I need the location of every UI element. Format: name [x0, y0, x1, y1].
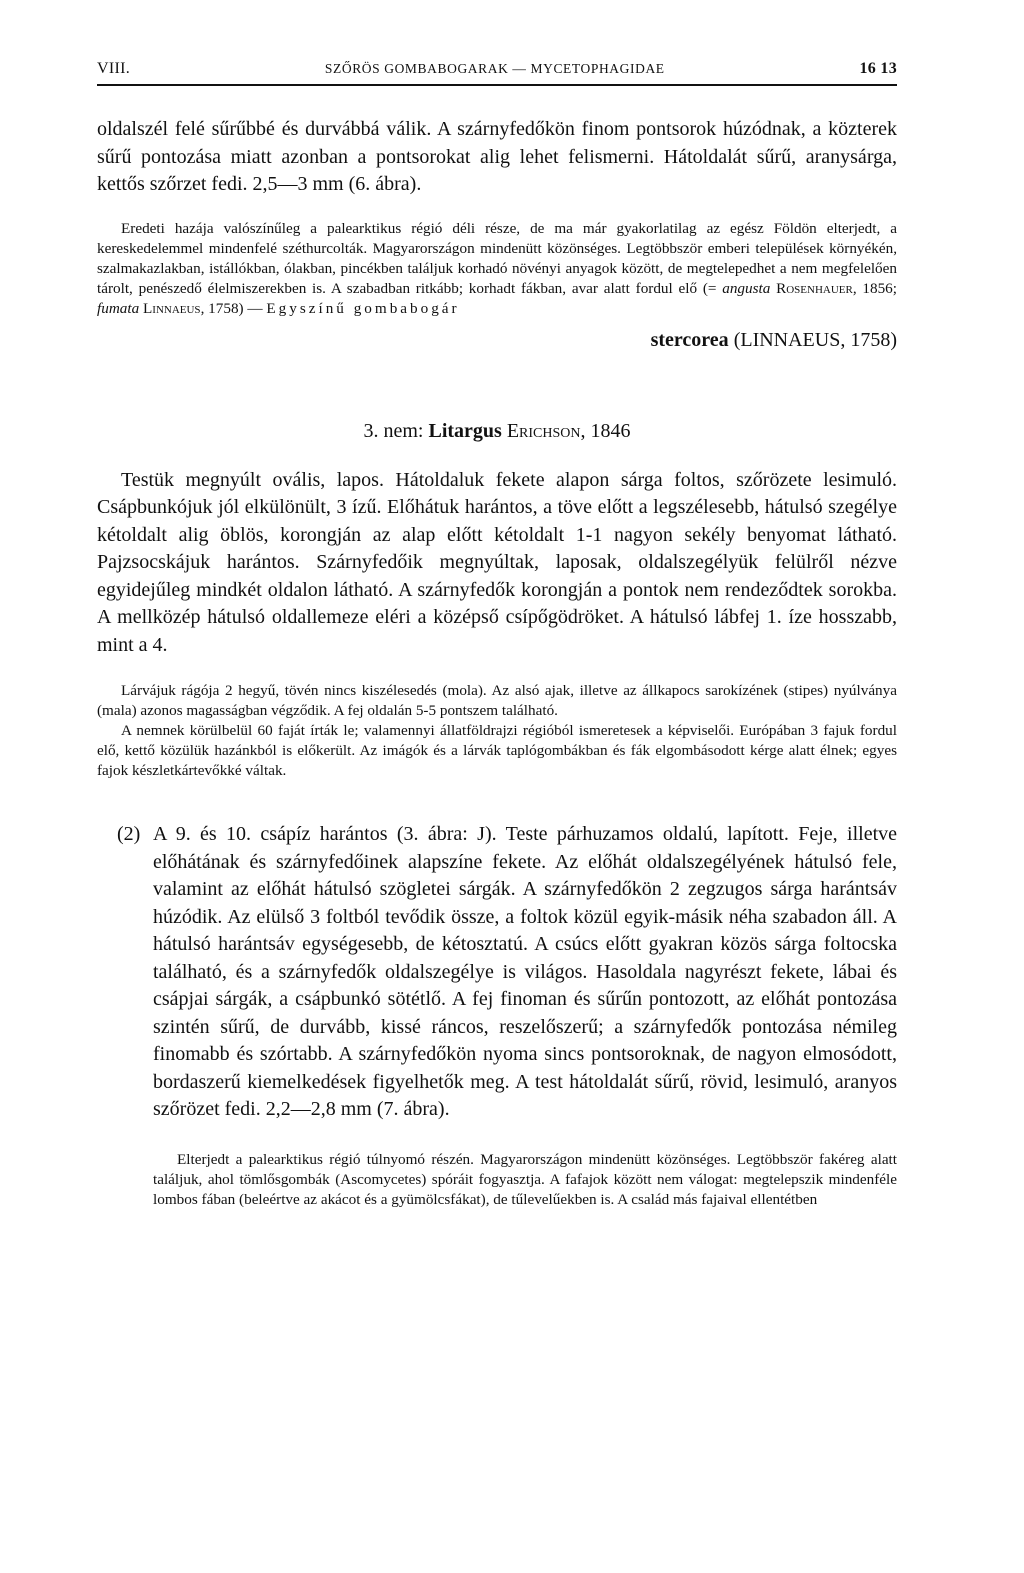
species-epithet: stercorea [650, 328, 729, 351]
synonym-author-2: Linnaeus [143, 299, 201, 317]
description-continued: oldalszél felé sűrűbbé és durvábbá válik. A szárnyfedőkön finom pontsorok húzódnak, a közterek sűrű pontozása miatt azonban a pontsorokat alig lehet felismerni. Hátoldalát sűrű, aranysárga, kettős szőrzet fedi. 2,5—3 mm (6. ábra). [97, 118, 897, 195]
distribution-paragraph [97, 219, 897, 319]
distribution-text: Eredeti hazája valószínűleg a palearktikus régió déli része, de ma már gyakorlatilag az egész Földön elterjedt, a kereskedelemmel mindenfelé széthurcolták. Magyarországon mindenütt közönséges. Legtöbbször emberi települések környékén, szalmakazlakban, istállókban, ólakban, pincékben találjuk korhadó növényi anyagok között, de megtelepedhet a nem megfelelően tárolt, penészedő élelmiszerekben is. A szabadban ritkább; korhadt fákban, avar alatt fordul elő (= [97, 219, 897, 297]
page [97, 60, 897, 1210]
genus-name: Litargus [428, 419, 502, 442]
genus-prefix: 3. nem: [363, 419, 424, 442]
genus-year: , 1846 [580, 419, 631, 442]
running-head [97, 60, 897, 86]
genus-heading [97, 420, 897, 443]
chapter-number: VIII. [97, 60, 131, 77]
synonym-year-2: , 1758) — [200, 299, 263, 317]
key-text: A 9. és 10. csápíz harántos (3. ábra: J). Teste párhuzamos oldalú, lapított. Feje, illetve előhátának és szárnyfedőinek alapszíne fekete. Az előhát oldalszegélyének hátulsó fele, valamint az előhát hátulsó szögletei sárgák. A szárnyfedőkön 2 zegzugos sárga harántsáv húzódik. Az elülső 3 foltból tevődik össze, a foltok közül egyik-másik néha szabadon áll. A hátulsó harántsáv egységesebb, de kétosztatú. A csúcs előtt gyakran közös sárga foltocska található, és a szárnyfedők oldalszegélye is világos. Hasoldala nagyrészt fekete, lábai és csápjai sárgák, a csápbunkó sötétlő. A fej finoman és sűrűn pontozott, az előhát pontozása szintén sűrű, de durvább, kissé ráncos, reszelőszerű; a szárnyfedők pontozása némileg finomabb és szórtabb. A szárnyfedőkön nyoma sincs pontsoroknak, de nagyon elmosódott, bordaszerű kiemelkedések figyelhetők meg. A test hátoldalát sűrű, rövid, lesimuló, aranyos szőrözet fedi. 2,2—2,8 mm (7. ábra). [153, 823, 897, 1120]
running-title: SZŐRÖS GOMBABOGARAK — MYCETOPHAGIDAE [324, 61, 665, 76]
synonym-author-1: Rosenhauer [776, 279, 853, 297]
key-entry [97, 821, 897, 1124]
larva-description: Lárvájuk rágója 2 hegyű, tövén nincs kiszélesedés (mola). Az alsó ajak, illetve az állkapocs sarokízének (stipes) nyúlványa (mala) azonos magasságban végződik. A fej oldalán 5-5 pontszem található. [97, 682, 897, 719]
genus-author: Erichson [506, 419, 581, 442]
synonym-angusta: angusta [722, 279, 771, 297]
species-name-line [97, 329, 897, 352]
genus-description: Testük megnyúlt ovális, lapos. Hátoldaluk fekete alapon sárga foltos, szőrözete lesimuló. Csápbunkójuk jól elkülönült, 3 ízű. Előhátuk harántos, a töve előtt a legszélesebb, hátulsó szegélye kétoldalt alig öblös, korongján az alap előtt kétoldalt 1-1 nagyon sekély benyomat látható. Pajzsocskájuk harántos. Szárnyfedőik megnyúltak, laposak, oldalszegélyük felülről nézve egyidejűleg mindkét oldalon látható. A szárnyfedők korongján a pontok nem rendeződtek sorokba. A mellközép hátulsó oldallemeze eléri a középső csípőgödröket. A hátulsó lábfej 1. íze hosszabb, mint a 4. [97, 468, 897, 656]
genus-info: A nemnek körülbelül 60 faját írták le; valamennyi állatföldrajzi régióból ismeretesek a képviselői. Európában 3 fajuk fordul elő, kettő közülük hazánkból is előkerült. Az imágók és a lárvák taplógombákban és fák elgombásodott kérge alatt élnek; egyes fajok készletkártevőkké váltak. [97, 722, 897, 779]
synonym-year-1: , 1856; [852, 279, 897, 297]
synonym-fumata: fumata [97, 299, 140, 317]
key-number: (2) [117, 823, 141, 845]
page-number: 16 13 [859, 60, 897, 77]
species-author: (LINNAEUS, 1758) [733, 328, 897, 351]
species-distribution: Elterjedt a palearktikus régió túlnyomó részén. Magyarországon mindenütt közönséges. Legtöbbször fakéreg alatt találjuk, ahol tömlősgombák (Ascomycetes) spóráit fogyasztja. A fafajok között nem válogat: megtelepszik mindenféle lombos fában (beleértve az akácot és a gyümölcsfákat), de tűlevelűekben is. A család más fajaival ellentétben [153, 1150, 897, 1208]
common-name: Egyszínű gombabogár [266, 299, 460, 317]
